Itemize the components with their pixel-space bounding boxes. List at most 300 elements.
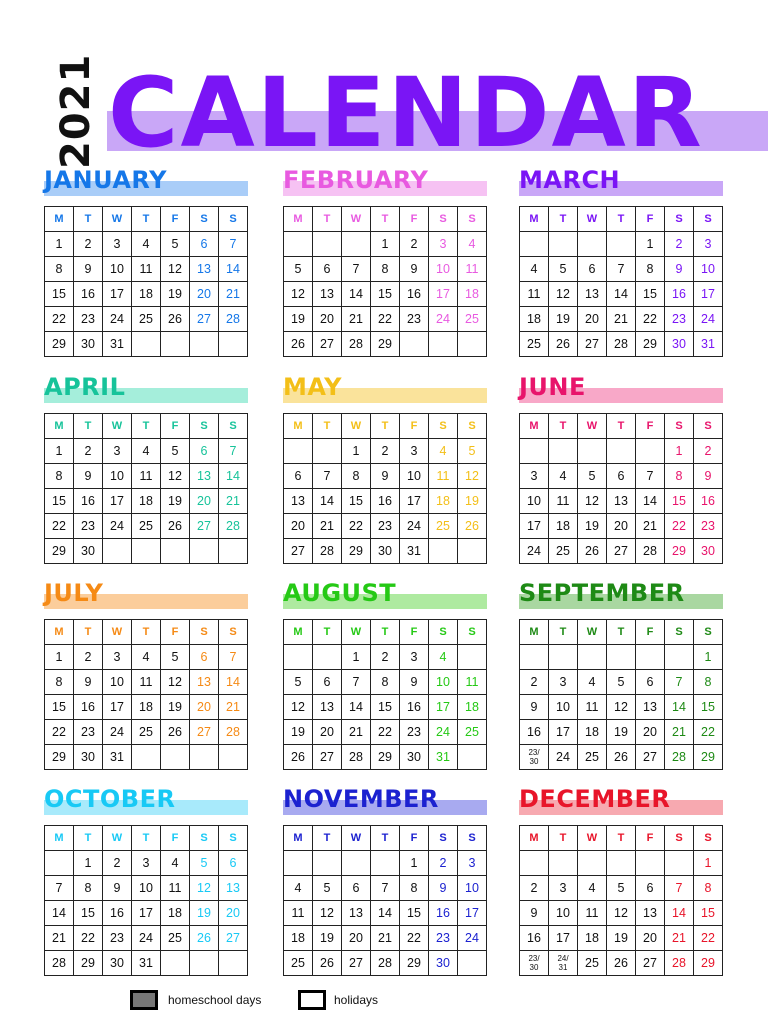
month-name: AUGUST bbox=[283, 579, 397, 607]
day-cell: 3 bbox=[549, 876, 578, 901]
day-cell: 21 bbox=[665, 926, 694, 951]
weekday-label: W bbox=[342, 826, 371, 851]
month-grid bbox=[283, 206, 487, 357]
day-cell: 5 bbox=[161, 645, 190, 670]
week-row bbox=[284, 307, 487, 332]
day-cell bbox=[132, 745, 161, 770]
week-row bbox=[520, 439, 723, 464]
day-cell: 3 bbox=[458, 851, 487, 876]
week-row bbox=[45, 745, 248, 770]
day-cell: 25 bbox=[132, 720, 161, 745]
weekday-label: S bbox=[694, 620, 723, 645]
week-row bbox=[45, 332, 248, 357]
weekday-label: W bbox=[342, 414, 371, 439]
day-cell: 19 bbox=[161, 489, 190, 514]
day-cell: 15 bbox=[371, 695, 400, 720]
day-cell: 23 bbox=[665, 307, 694, 332]
day-cell: 17 bbox=[458, 901, 487, 926]
day-cell: 17 bbox=[520, 514, 549, 539]
day-cell: 9 bbox=[400, 670, 429, 695]
day-cell: 7 bbox=[219, 439, 248, 464]
weekday-row bbox=[520, 826, 723, 851]
weekday-label: F bbox=[161, 414, 190, 439]
month-header bbox=[519, 579, 725, 619]
week-row bbox=[284, 514, 487, 539]
day-cell: 2 bbox=[371, 439, 400, 464]
day-cell: 4 bbox=[520, 257, 549, 282]
weekday-label: F bbox=[636, 620, 665, 645]
month-header bbox=[44, 579, 250, 619]
day-cell: 6 bbox=[219, 851, 248, 876]
day-cell: 4 bbox=[161, 851, 190, 876]
week-row bbox=[520, 901, 723, 926]
weekday-label: F bbox=[161, 826, 190, 851]
weekday-label: T bbox=[74, 826, 103, 851]
weekday-label: S bbox=[219, 207, 248, 232]
day-cell: 13 bbox=[636, 901, 665, 926]
day-cell: 8 bbox=[74, 876, 103, 901]
calendar-title: CALENDAR bbox=[108, 57, 704, 169]
legend bbox=[130, 990, 530, 1014]
weekday-label: T bbox=[371, 620, 400, 645]
day-cell: 29 bbox=[694, 951, 723, 976]
day-cell: 29 bbox=[636, 332, 665, 357]
day-cell: 20 bbox=[578, 307, 607, 332]
day-cell: 7 bbox=[342, 257, 371, 282]
day-cell: 19 bbox=[284, 307, 313, 332]
day-cell: 21 bbox=[219, 282, 248, 307]
weekday-label: S bbox=[665, 414, 694, 439]
day-cell: 29 bbox=[45, 539, 74, 564]
weekday-label: T bbox=[607, 620, 636, 645]
week-row bbox=[520, 745, 723, 770]
day-cell: 19 bbox=[607, 720, 636, 745]
day-cell bbox=[429, 539, 458, 564]
day-cell: 30 bbox=[74, 332, 103, 357]
day-cell: 17 bbox=[132, 901, 161, 926]
month-header bbox=[283, 579, 489, 619]
day-cell: 2 bbox=[74, 439, 103, 464]
month-grid bbox=[44, 825, 248, 976]
week-row bbox=[284, 439, 487, 464]
day-cell: 27 bbox=[636, 951, 665, 976]
weekday-label: T bbox=[549, 826, 578, 851]
week-row bbox=[45, 514, 248, 539]
day-cell: 28 bbox=[313, 539, 342, 564]
day-cell: 18 bbox=[458, 282, 487, 307]
day-cell bbox=[132, 539, 161, 564]
week-row bbox=[520, 695, 723, 720]
day-cell bbox=[190, 539, 219, 564]
day-cell: 18 bbox=[284, 926, 313, 951]
day-cell: 2 bbox=[103, 851, 132, 876]
day-cell: 8 bbox=[371, 670, 400, 695]
day-cell: 6 bbox=[342, 876, 371, 901]
day-cell bbox=[636, 645, 665, 670]
day-cell: 20 bbox=[636, 720, 665, 745]
day-cell: 12 bbox=[549, 282, 578, 307]
weekday-label: W bbox=[578, 414, 607, 439]
day-cell: 5 bbox=[607, 876, 636, 901]
day-cell bbox=[636, 439, 665, 464]
day-cell: 25 bbox=[458, 307, 487, 332]
day-cell: 26 bbox=[549, 332, 578, 357]
day-cell: 17 bbox=[103, 695, 132, 720]
day-cell: 9 bbox=[665, 257, 694, 282]
day-cell: 24 bbox=[103, 307, 132, 332]
month-grid bbox=[283, 825, 487, 976]
day-cell: 26 bbox=[190, 926, 219, 951]
day-cell: 21 bbox=[219, 695, 248, 720]
weekday-label: T bbox=[607, 414, 636, 439]
weekday-label: F bbox=[636, 414, 665, 439]
day-cell: 11 bbox=[132, 257, 161, 282]
day-cell: 15 bbox=[342, 489, 371, 514]
weekday-row bbox=[284, 620, 487, 645]
weekday-label: T bbox=[549, 414, 578, 439]
day-cell: 13 bbox=[578, 282, 607, 307]
day-cell: 12 bbox=[161, 670, 190, 695]
weekday-label: S bbox=[665, 620, 694, 645]
day-cell: 1 bbox=[342, 645, 371, 670]
weekday-label: F bbox=[636, 826, 665, 851]
day-cell: 15 bbox=[694, 695, 723, 720]
day-cell: 16 bbox=[520, 926, 549, 951]
day-cell: 24 bbox=[429, 720, 458, 745]
week-row bbox=[520, 926, 723, 951]
weekday-label: M bbox=[45, 414, 74, 439]
day-cell: 23 bbox=[74, 307, 103, 332]
day-cell: 16 bbox=[400, 282, 429, 307]
day-cell: 16 bbox=[694, 489, 723, 514]
day-cell: 29 bbox=[45, 332, 74, 357]
day-cell: 9 bbox=[74, 670, 103, 695]
day-cell bbox=[578, 851, 607, 876]
day-cell bbox=[313, 645, 342, 670]
day-cell bbox=[636, 851, 665, 876]
day-cell bbox=[400, 332, 429, 357]
day-cell: 12 bbox=[458, 464, 487, 489]
day-cell: 4 bbox=[429, 645, 458, 670]
day-cell: 4 bbox=[429, 439, 458, 464]
weekday-row bbox=[284, 414, 487, 439]
week-row bbox=[284, 901, 487, 926]
day-cell: 27 bbox=[190, 720, 219, 745]
day-cell: 29 bbox=[400, 951, 429, 976]
day-cell bbox=[219, 745, 248, 770]
weekday-row bbox=[520, 414, 723, 439]
weekday-label: T bbox=[371, 826, 400, 851]
weekday-row bbox=[284, 826, 487, 851]
day-cell: 30 bbox=[400, 745, 429, 770]
day-cell: 7 bbox=[665, 876, 694, 901]
day-cell: 21 bbox=[342, 720, 371, 745]
weekday-row bbox=[520, 207, 723, 232]
weekday-label: T bbox=[549, 620, 578, 645]
day-cell bbox=[520, 645, 549, 670]
week-row bbox=[284, 695, 487, 720]
day-cell bbox=[549, 439, 578, 464]
day-cell: 27 bbox=[313, 745, 342, 770]
week-row bbox=[45, 901, 248, 926]
day-cell: 11 bbox=[284, 901, 313, 926]
day-cell bbox=[103, 539, 132, 564]
day-cell: 18 bbox=[161, 901, 190, 926]
weekday-label: S bbox=[219, 826, 248, 851]
day-cell: 1 bbox=[45, 645, 74, 670]
day-cell: 20 bbox=[607, 514, 636, 539]
day-cell: 15 bbox=[694, 901, 723, 926]
day-cell: 25 bbox=[161, 926, 190, 951]
day-cell: 28 bbox=[607, 332, 636, 357]
day-cell: 14 bbox=[665, 695, 694, 720]
day-cell: 30 bbox=[665, 332, 694, 357]
day-cell: 31 bbox=[429, 745, 458, 770]
day-cell: 9 bbox=[520, 695, 549, 720]
day-cell: 25 bbox=[429, 514, 458, 539]
day-cell bbox=[549, 645, 578, 670]
day-cell: 18 bbox=[549, 514, 578, 539]
day-cell: 22 bbox=[45, 720, 74, 745]
week-row bbox=[284, 332, 487, 357]
weekday-label: F bbox=[161, 207, 190, 232]
day-cell: 23 bbox=[74, 514, 103, 539]
day-cell: 25 bbox=[578, 745, 607, 770]
month-grid bbox=[519, 825, 723, 976]
day-cell: 8 bbox=[45, 464, 74, 489]
day-cell: 4 bbox=[132, 439, 161, 464]
day-cell: 7 bbox=[45, 876, 74, 901]
weekday-label: S bbox=[429, 826, 458, 851]
day-cell bbox=[520, 232, 549, 257]
month-header bbox=[283, 373, 489, 413]
day-cell: 17 bbox=[429, 695, 458, 720]
week-row bbox=[45, 307, 248, 332]
weekday-label: M bbox=[520, 414, 549, 439]
weekday-label: W bbox=[103, 207, 132, 232]
day-cell: 27 bbox=[578, 332, 607, 357]
day-cell: 17 bbox=[400, 489, 429, 514]
day-cell bbox=[313, 439, 342, 464]
week-row bbox=[284, 539, 487, 564]
day-cell: 11 bbox=[132, 464, 161, 489]
day-cell: 15 bbox=[45, 489, 74, 514]
day-cell bbox=[161, 332, 190, 357]
day-cell: 5 bbox=[190, 851, 219, 876]
day-cell: 19 bbox=[190, 901, 219, 926]
weekday-label: W bbox=[342, 620, 371, 645]
day-cell: 24 bbox=[103, 514, 132, 539]
day-cell: 22 bbox=[694, 926, 723, 951]
month-grid bbox=[283, 619, 487, 770]
day-cell: 9 bbox=[429, 876, 458, 901]
day-cell: 15 bbox=[665, 489, 694, 514]
day-cell: 8 bbox=[694, 670, 723, 695]
day-cell: 8 bbox=[342, 464, 371, 489]
weekday-label: S bbox=[429, 207, 458, 232]
day-cell: 21 bbox=[607, 307, 636, 332]
calendar-header bbox=[0, 0, 768, 170]
day-cell: 21 bbox=[342, 307, 371, 332]
day-cell: 10 bbox=[520, 489, 549, 514]
day-cell: 19 bbox=[313, 926, 342, 951]
day-cell: 1 bbox=[400, 851, 429, 876]
day-cell: 3 bbox=[520, 464, 549, 489]
day-cell: 30 bbox=[694, 539, 723, 564]
weekday-label: M bbox=[520, 207, 549, 232]
day-cell: 27 bbox=[190, 514, 219, 539]
day-cell: 28 bbox=[665, 951, 694, 976]
week-row bbox=[45, 464, 248, 489]
day-cell: 29 bbox=[665, 539, 694, 564]
day-cell: 1 bbox=[665, 439, 694, 464]
day-cell: 11 bbox=[161, 876, 190, 901]
weekday-label: S bbox=[458, 826, 487, 851]
day-cell: 23 bbox=[400, 720, 429, 745]
week-row bbox=[45, 645, 248, 670]
day-cell: 16 bbox=[74, 282, 103, 307]
weekday-label: S bbox=[429, 414, 458, 439]
day-cell: 23 bbox=[694, 514, 723, 539]
day-cell: 13 bbox=[313, 282, 342, 307]
month-name: DECEMBER bbox=[519, 785, 671, 813]
day-cell: 23 bbox=[429, 926, 458, 951]
day-cell: 20 bbox=[313, 307, 342, 332]
week-row bbox=[45, 876, 248, 901]
week-row bbox=[284, 720, 487, 745]
day-cell: 12 bbox=[607, 901, 636, 926]
month-name: MAY bbox=[283, 373, 343, 401]
day-cell: 28 bbox=[45, 951, 74, 976]
day-cell bbox=[458, 645, 487, 670]
day-cell: 5 bbox=[549, 257, 578, 282]
split-day-visual: 23/ 30 bbox=[528, 748, 540, 766]
day-cell: 13 bbox=[607, 489, 636, 514]
day-cell: 5 bbox=[161, 232, 190, 257]
day-cell: 24 bbox=[694, 307, 723, 332]
day-cell: 26 bbox=[161, 307, 190, 332]
week-row bbox=[520, 851, 723, 876]
day-cell: 29 bbox=[371, 745, 400, 770]
month-name: FEBRUARY bbox=[283, 166, 429, 194]
split-day-visual: 23/ 30 bbox=[528, 954, 540, 972]
day-cell: 29 bbox=[74, 951, 103, 976]
day-cell: 25 bbox=[458, 720, 487, 745]
weekday-label: M bbox=[284, 826, 313, 851]
day-cell: 7 bbox=[219, 232, 248, 257]
week-row bbox=[45, 670, 248, 695]
day-cell: 14 bbox=[342, 695, 371, 720]
day-cell: 16 bbox=[371, 489, 400, 514]
holidays-swatch bbox=[298, 990, 326, 1010]
month-august bbox=[283, 579, 489, 764]
week-row bbox=[520, 489, 723, 514]
day-cell: 24 bbox=[458, 926, 487, 951]
weekday-label: S bbox=[694, 207, 723, 232]
week-row bbox=[520, 332, 723, 357]
day-cell: 19 bbox=[578, 514, 607, 539]
month-header bbox=[519, 166, 725, 206]
weekday-label: W bbox=[578, 826, 607, 851]
day-cell: 17 bbox=[549, 720, 578, 745]
day-cell: 16 bbox=[74, 695, 103, 720]
day-cell: 30 bbox=[429, 951, 458, 976]
day-cell: 28 bbox=[219, 720, 248, 745]
day-cell: 15 bbox=[45, 695, 74, 720]
day-cell: 28 bbox=[219, 307, 248, 332]
day-cell: 5 bbox=[607, 670, 636, 695]
day-cell: 22 bbox=[45, 514, 74, 539]
month-name: JUNE bbox=[519, 373, 586, 401]
week-row bbox=[284, 876, 487, 901]
month-november bbox=[283, 785, 489, 970]
day-cell: 22 bbox=[74, 926, 103, 951]
weekday-label: W bbox=[103, 414, 132, 439]
month-march bbox=[519, 166, 725, 351]
day-cell: 5 bbox=[161, 439, 190, 464]
day-cell: 26 bbox=[458, 514, 487, 539]
weekday-label: T bbox=[313, 414, 342, 439]
day-cell: 21 bbox=[665, 720, 694, 745]
day-cell bbox=[161, 951, 190, 976]
weekday-label: S bbox=[458, 207, 487, 232]
day-cell: 23 bbox=[74, 720, 103, 745]
day-cell: 4 bbox=[578, 670, 607, 695]
day-cell: 14 bbox=[342, 282, 371, 307]
week-row bbox=[45, 257, 248, 282]
day-cell: 16 bbox=[400, 695, 429, 720]
day-cell: 18 bbox=[458, 695, 487, 720]
day-cell: 6 bbox=[607, 464, 636, 489]
weekday-label: T bbox=[132, 826, 161, 851]
day-cell: 20 bbox=[342, 926, 371, 951]
day-cell: 7 bbox=[371, 876, 400, 901]
day-cell: 2 bbox=[520, 876, 549, 901]
day-cell: 26 bbox=[313, 951, 342, 976]
day-cell: 18 bbox=[132, 282, 161, 307]
day-cell: 22 bbox=[45, 307, 74, 332]
weekday-label: F bbox=[400, 207, 429, 232]
day-cell: 2 bbox=[665, 232, 694, 257]
day-cell bbox=[313, 232, 342, 257]
day-cell: 2 bbox=[520, 670, 549, 695]
month-grid bbox=[44, 619, 248, 770]
day-cell bbox=[458, 539, 487, 564]
weekday-label: S bbox=[665, 826, 694, 851]
weekday-label: F bbox=[636, 207, 665, 232]
week-row bbox=[284, 851, 487, 876]
weekday-label: S bbox=[190, 620, 219, 645]
day-cell bbox=[578, 232, 607, 257]
day-cell: 28 bbox=[665, 745, 694, 770]
day-cell: 12 bbox=[284, 282, 313, 307]
day-cell bbox=[45, 851, 74, 876]
day-cell: 1 bbox=[694, 851, 723, 876]
day-cell: 7 bbox=[665, 670, 694, 695]
day-cell: 18 bbox=[429, 489, 458, 514]
day-cell: 26 bbox=[578, 539, 607, 564]
week-row bbox=[520, 514, 723, 539]
day-cell bbox=[607, 232, 636, 257]
week-row bbox=[520, 645, 723, 670]
day-cell: 5 bbox=[284, 670, 313, 695]
day-cell: 23 bbox=[371, 514, 400, 539]
weekday-label: S bbox=[665, 207, 694, 232]
day-cell bbox=[190, 332, 219, 357]
month-name: APRIL bbox=[44, 373, 126, 401]
day-cell bbox=[520, 851, 549, 876]
day-cell: 1 bbox=[371, 232, 400, 257]
